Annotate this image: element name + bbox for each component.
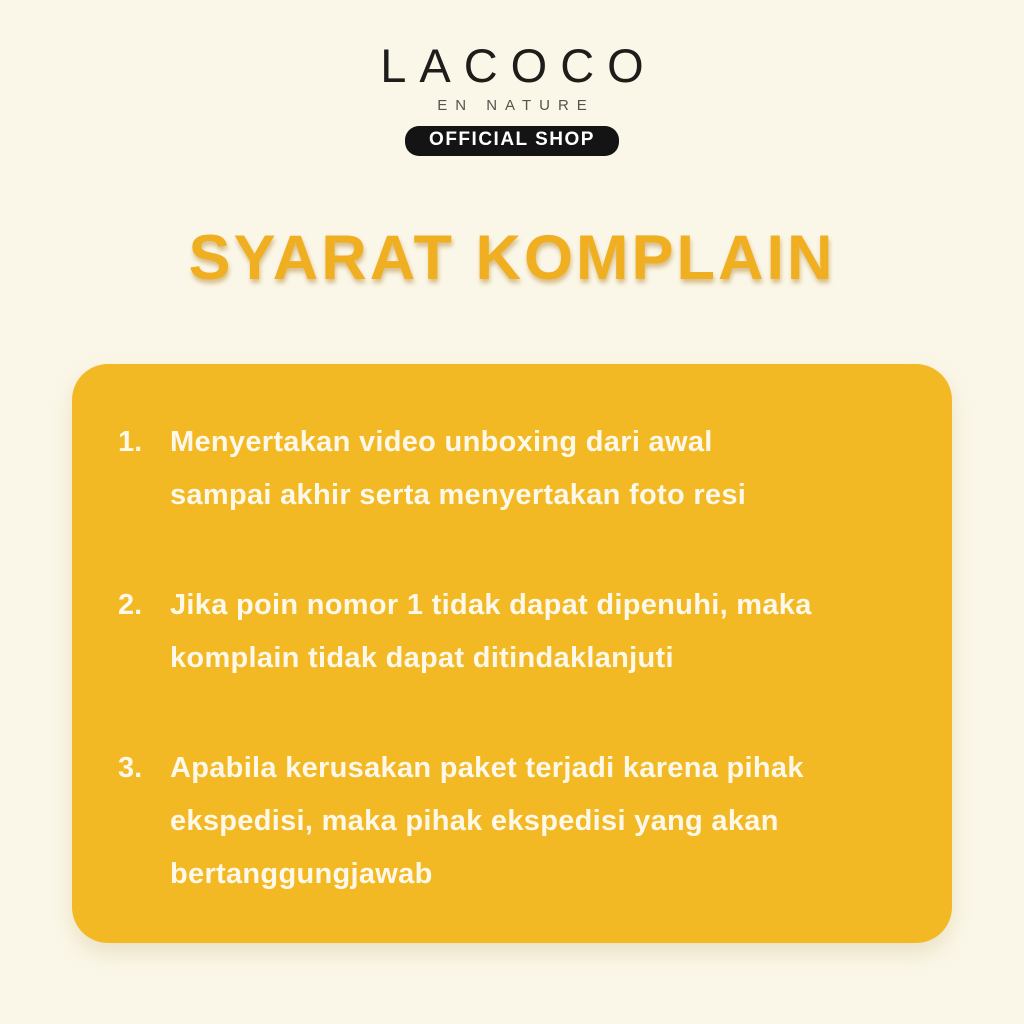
term-text bbox=[170, 579, 812, 685]
term-text-line: Apabila kerusakan paket terjadi karena pihak bbox=[170, 752, 804, 784]
term-text-line: ekspedisi, maka pihak ekspedisi yang akan bbox=[170, 805, 779, 837]
term-text-line: komplain tidak dapat ditindaklanjuti bbox=[170, 642, 674, 674]
term-number: 1. bbox=[118, 426, 143, 458]
term-item-3 bbox=[118, 742, 912, 901]
term-text-line: Menyertakan video unboxing dari awal bbox=[170, 426, 713, 458]
brand-tagline: EN NATURE bbox=[437, 97, 595, 114]
term-text-line: bertanggungjawab bbox=[170, 858, 433, 890]
brand-name: LACOCO bbox=[380, 39, 657, 92]
term-text-line: Jika poin nomor 1 tidak dapat dipenuhi, maka bbox=[170, 589, 812, 621]
term-item-1 bbox=[118, 416, 912, 522]
term-text bbox=[170, 416, 746, 522]
page-title: SYARAT KOMPLAIN bbox=[188, 223, 836, 293]
term-item-2 bbox=[118, 579, 912, 685]
term-number: 3. bbox=[118, 752, 143, 784]
term-number: 2. bbox=[118, 589, 143, 621]
brand-logo bbox=[367, 38, 657, 156]
terms-card bbox=[72, 364, 952, 943]
term-text-line: sampai akhir serta menyertakan foto resi bbox=[170, 479, 747, 511]
official-shop-badge: OFFICIAL SHOP bbox=[405, 126, 619, 156]
term-text bbox=[170, 742, 804, 901]
